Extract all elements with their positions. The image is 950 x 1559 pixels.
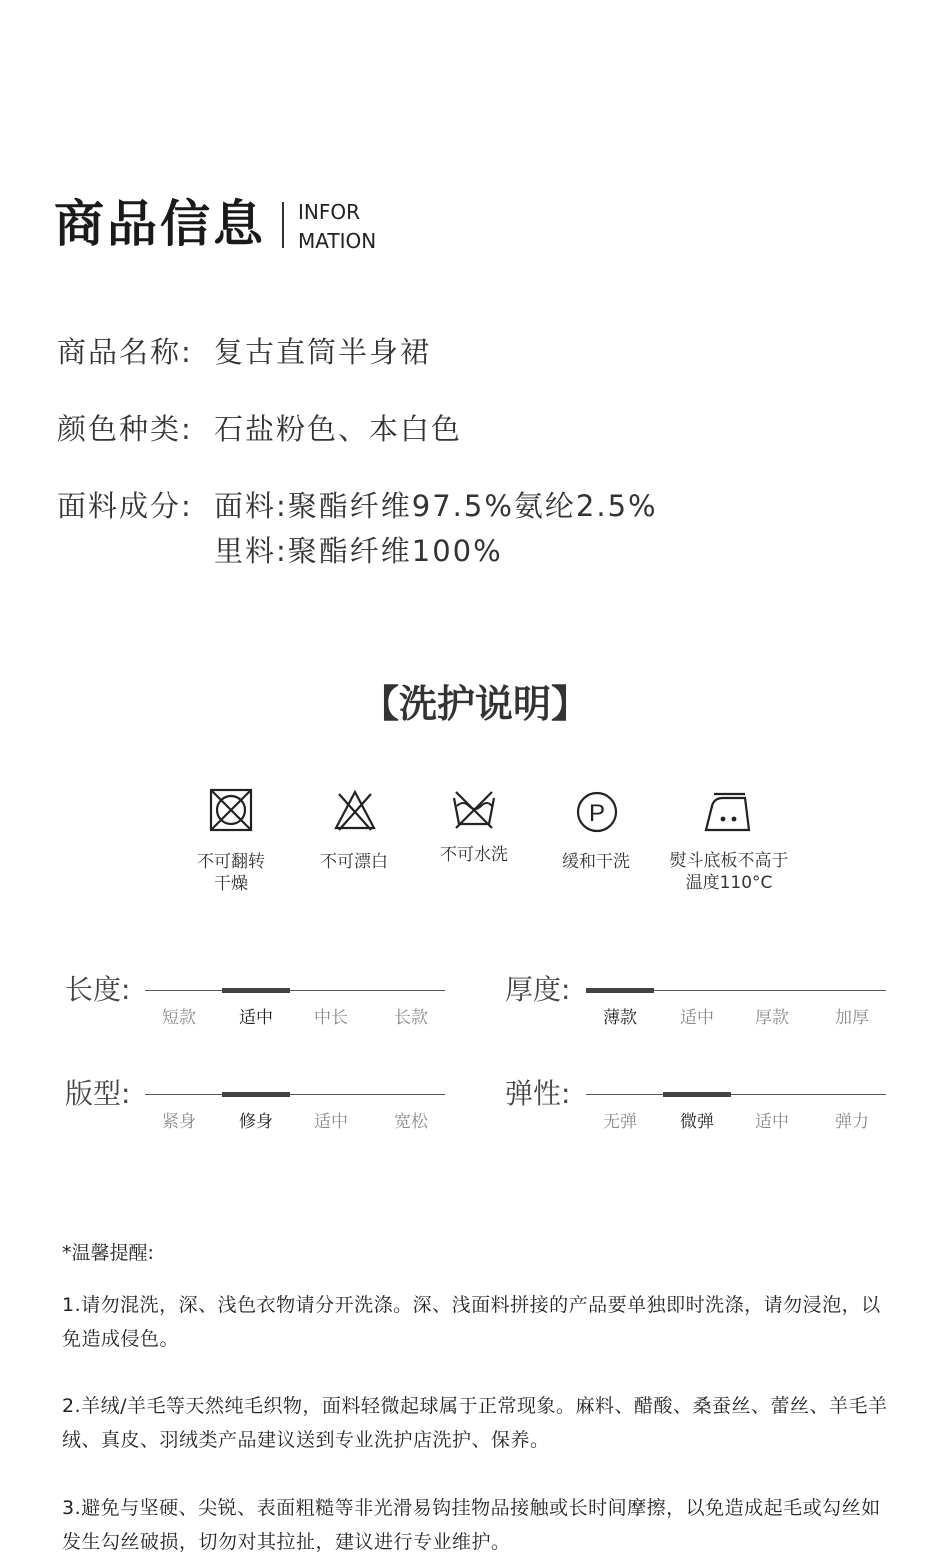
elasticity-scale-marker — [663, 1092, 731, 1097]
fit-scale-marker — [222, 1092, 290, 1097]
title-divider — [282, 202, 284, 248]
info-fabric-line1: 面料:聚酯纤维97.5%氨纶2.5% — [214, 489, 658, 523]
thickness-option: 适中 — [680, 1008, 714, 1028]
care-label-line: 干燥 — [214, 874, 248, 894]
info-fabric-line2: 里料:聚酯纤维100% — [214, 534, 503, 568]
thickness-scale-label: 厚度: — [505, 973, 571, 1006]
section-title-en — [298, 198, 376, 256]
iron-low-icon — [703, 786, 757, 838]
care-label-line: 熨斗底板不高于 — [669, 851, 789, 871]
elasticity-option: 弹力 — [835, 1112, 869, 1132]
section-title-en-line1: INFOR — [298, 200, 361, 224]
elasticity-scale-track — [586, 1094, 886, 1095]
info-color-row — [57, 409, 462, 449]
elasticity-scale-label: 弹性: — [505, 1077, 571, 1110]
thickness-scale-marker — [586, 988, 654, 993]
thickness-option: 加厚 — [835, 1008, 869, 1028]
elasticity-option-selected: 微弹 — [680, 1112, 714, 1132]
no-tumble-dry-icon — [207, 786, 255, 838]
info-name-label: 商品名称: — [57, 335, 193, 369]
care-label-gentle-dry-clean: 缓和干洗 — [562, 852, 630, 872]
info-name-value: 复古直筒半身裙 — [214, 335, 432, 369]
wash-instructions-title: 【洗护说明】 — [360, 682, 589, 726]
svg-text:P: P — [588, 800, 606, 827]
info-color-label: 颜色种类: — [57, 412, 193, 446]
care-label-line: 温度110°C — [685, 873, 773, 893]
tip-paragraph-2: 2.羊绒/羊毛等天然纯毛织物，面料轻微起球属于正常现象。麻料、醋酸、桑蚕丝、蕾丝、羊毛羊绒、真皮、羽绒类产品建议送到专业洗护店洗护、保养。 — [62, 1395, 888, 1451]
fit-scale-label: 版型: — [65, 1077, 131, 1110]
info-name-row — [57, 332, 431, 372]
section-title: 商品信息 — [54, 195, 266, 253]
no-wash-icon — [450, 786, 498, 838]
length-scale-marker — [222, 988, 290, 993]
fit-option-selected: 修身 — [239, 1112, 273, 1132]
info-fabric-label: 面料成分: — [57, 489, 193, 523]
care-label-iron-low — [654, 850, 804, 894]
length-option: 中长 — [314, 1008, 348, 1028]
care-label-no-wash: 不可水洗 — [440, 845, 508, 865]
fit-option: 紧身 — [162, 1112, 196, 1132]
care-label-no-bleach: 不可漂白 — [320, 852, 388, 872]
length-option-selected: 适中 — [239, 1008, 273, 1028]
length-option: 短款 — [162, 1008, 196, 1028]
elasticity-option: 适中 — [755, 1112, 789, 1132]
info-fabric-row — [57, 486, 658, 526]
tip-paragraph-3: 3.避免与坚硬、尖锐、表面粗糙等非光滑易钩挂物品接触或长时间摩擦，以免造成起毛或勾丝如发生勾丝破损，切勿对其拉扯，建议进行专业维护。 — [62, 1497, 881, 1553]
thickness-option: 厚款 — [755, 1008, 789, 1028]
fit-scale-track — [145, 1094, 445, 1095]
no-bleach-icon — [331, 786, 379, 838]
elasticity-option: 无弹 — [603, 1112, 637, 1132]
tip-paragraph-1: 1.请勿混洗，深、浅色衣物请分开洗涤。深、浅面料拼接的产品要单独即时洗涤，请勿浸泡，以免造成侵色。 — [62, 1294, 881, 1350]
length-scale-label: 长度: — [65, 973, 131, 1006]
gentle-dry-clean-icon — [573, 786, 621, 838]
length-scale-track — [145, 990, 445, 991]
tips-heading: *温馨提醒: — [62, 1242, 154, 1264]
fit-option: 宽松 — [394, 1112, 428, 1132]
care-label-line: 不可翻转 — [197, 852, 265, 872]
info-color-value: 石盐粉色、本白色 — [214, 412, 463, 446]
length-option: 长款 — [394, 1008, 428, 1028]
thickness-option-selected: 薄款 — [603, 1008, 637, 1028]
section-title-en-line2: MATION — [298, 229, 377, 253]
fit-option: 适中 — [314, 1112, 348, 1132]
